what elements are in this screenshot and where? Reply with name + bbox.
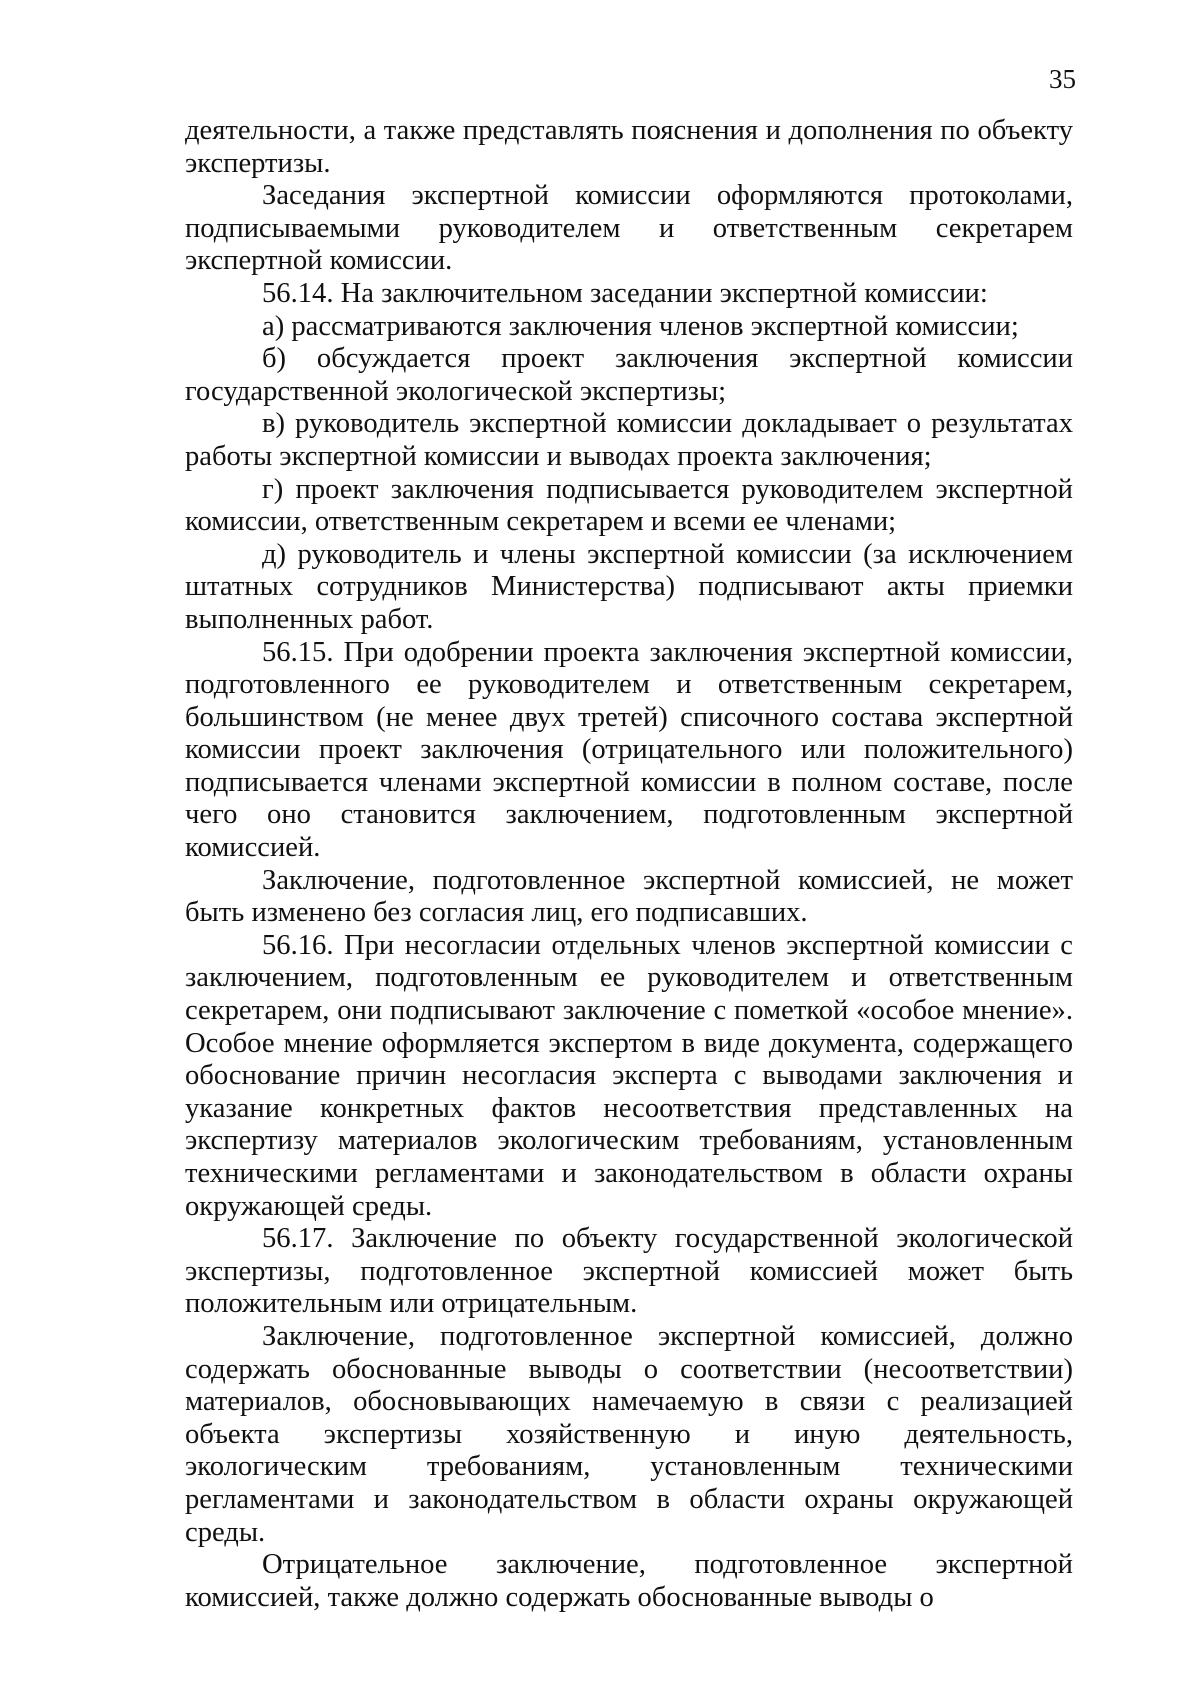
paragraph-conclusion-unchangeable: Заключение, подготовленное экспертной комиссией, не может быть изменено без согласия лиц, его подписавших.: [185, 864, 1073, 929]
list-item-b: б) обсуждается проект заключения экспертной комиссии государственной экологической экспертизы;: [185, 343, 1073, 407]
list-item-a: а) рассматриваются заключения членов экспертной комиссии;: [262, 310, 1019, 342]
paragraph-56-16: 56.16. При несогласии отдельных членов экспертной комиссии с заключением, подготовленным ее руководителем и ответственным секретарем, они подписывают заключение с пометкой «особое мнение». Особое мнение оформляется экспертом в виде документа, содержащего обоснование причин несогласия эксперта с выводами заключения и указание конкретных фактов несоответствия представленных на экспертизу материалов экологическим требованиям, установленным техническими регламентами и законодательством в области охраны окружающей среды.: [185, 929, 1073, 1222]
paragraph-negative-conclusion: Отрицательное заключение, подготовленное экспертной комиссией, также должно содержать обоснованные выводы о: [185, 1549, 1073, 1613]
page-number: 35: [1049, 64, 1076, 94]
document-body: [185, 115, 1073, 1614]
paragraph-56-17: 56.17. Заключение по объекту государственной экологической экспертизы, подготовленное экспертной комиссией может быть положительным или отрицательным.: [185, 1223, 1073, 1320]
paragraph-continuation: деятельности, а также представлять пояснения и дополнения по объекту экспертизы.: [185, 115, 1073, 179]
list-item-d: д) руководитель и члены экспертной комиссии (за исключением штатных сотрудников Министерства) подписывают акты приемки выполненных работ.: [185, 538, 1073, 635]
paragraph-conclusion-content: Заключение, подготовленное экспертной комиссией, должно содержать обоснованные выводы о соответствии (несоответствии) материалов, обосновывающих намечаемую в связи с реализацией объекта экспертизы хозяйственную и иную деятельность, экологическим требованиям, установленным техническими регламентами и законодательством в области охраны окружающей среды.: [185, 1320, 1073, 1548]
list-item-v: в) руководитель экспертной комиссии докладывает о результатах работы экспертной комиссии и выводах проекта заключения;: [185, 408, 1073, 472]
paragraph-56-14: 56.14. На заключительном заседании экспертной комиссии:: [262, 277, 988, 309]
paragraph-56-15: 56.15. При одобрении проекта заключения экспертной комиссии, подготовленного ее руководителем и ответственным секретарем, большинством (не менее двух третей) списочного состава экспертной комиссии проект заключения (отрицательного или положительного) подписывается членами экспертной комиссии в полном составе, после чего оно становится заключением, подготовленным экспертной комиссией.: [185, 636, 1073, 864]
list-item-g: г) проект заключения подписывается руководителем экспертной комиссии, ответственным секретарем и всеми ее членами;: [185, 473, 1073, 538]
paragraph-meetings-protocols: Заседания экспертной комиссии оформляются протоколами, подписываемыми руководителем и ответственным секретарем экспертной комиссии.: [185, 180, 1073, 277]
